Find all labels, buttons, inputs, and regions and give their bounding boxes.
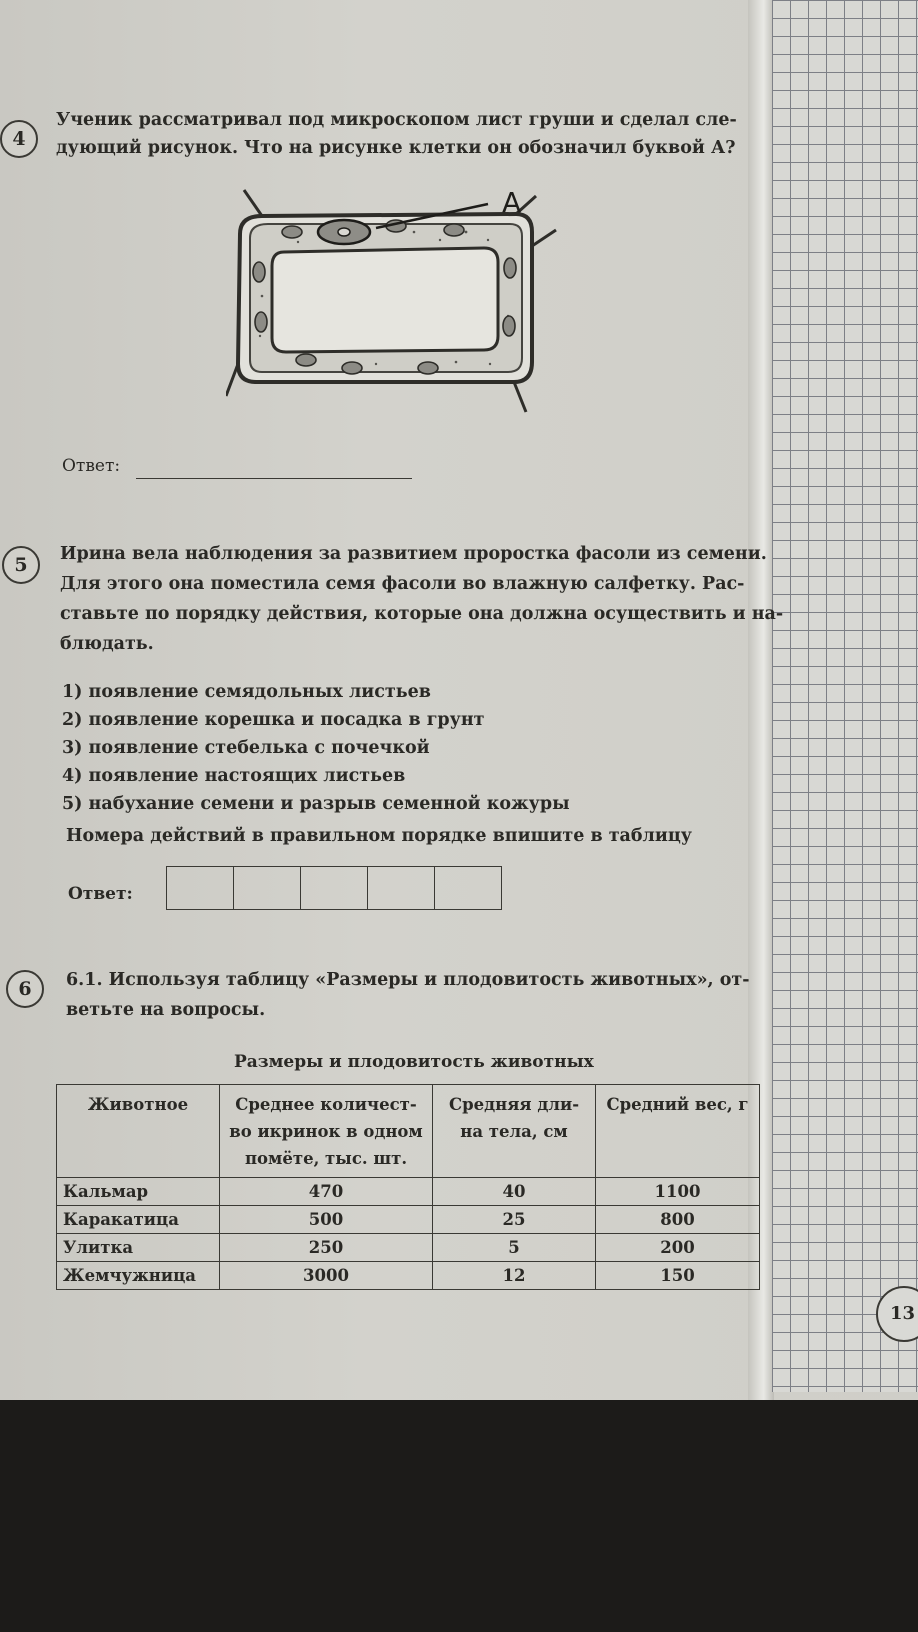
col-header-animal: Животное — [57, 1085, 220, 1178]
cell-eggs: 250 — [220, 1234, 433, 1262]
task-5-answer-grid — [166, 866, 502, 910]
cell-eggs: 470 — [220, 1178, 433, 1206]
task-5-option-2: 2) появление корешка и посадка в грунт — [62, 710, 485, 730]
table-row — [57, 1262, 760, 1290]
table-row — [57, 1206, 760, 1234]
task-5-text-line3: ставьте по порядку действия, которые она должна осуществить и на- — [60, 604, 784, 624]
task-5-answer-label: Ответ: — [68, 884, 133, 904]
task-4-text-line2: дующий рисунок. Что на рисунке клетки он обозначил буквой А? — [56, 138, 736, 158]
task-5-number: 5 — [2, 546, 40, 584]
task-6-text-line2: ветьте на вопросы. — [66, 1000, 266, 1020]
cell-length: 25 — [433, 1206, 596, 1234]
task-5-option-3: 3) появление стебелька с почечкой — [62, 738, 430, 758]
table-header-row — [57, 1085, 760, 1178]
task-4-text-line1: Ученик рассматривал под микроскопом лист груши и сделал сле- — [56, 110, 737, 130]
answer-cell[interactable] — [234, 867, 301, 909]
col-header-length: Средняя дли-на тела, см — [433, 1085, 596, 1178]
cell-length: 12 — [433, 1262, 596, 1290]
nucleolus — [338, 228, 350, 236]
animals-table — [56, 1084, 760, 1290]
task-5-option-1: 1) появление семядольных листьев — [62, 682, 431, 702]
answer-cell[interactable] — [435, 867, 501, 909]
task-5-text-line1: Ирина вела наблюдения за развитием проростка фасоли из семени. — [60, 544, 767, 564]
task-4-answer-label: Ответ: — [62, 456, 121, 476]
figure-label-a: А — [502, 186, 522, 219]
cell-weight: 200 — [596, 1234, 760, 1262]
task-5-text-line4: блюдать. — [60, 634, 154, 654]
task-6-number: 6 — [6, 970, 44, 1008]
answer-cell[interactable] — [301, 867, 368, 909]
cell-animal: Жемчужница — [57, 1262, 220, 1290]
cell-length: 5 — [433, 1234, 596, 1262]
cell-animal: Каракатица — [57, 1206, 220, 1234]
plant-cell-figure — [226, 186, 586, 426]
graph-paper — [772, 0, 918, 1392]
cell-animal: Улитка — [57, 1234, 220, 1262]
task-4-answer-line[interactable] — [136, 478, 412, 479]
cell-weight: 1100 — [596, 1178, 760, 1206]
task-5-option-5: 5) набухание семени и разрыв семенной кожуры — [62, 794, 570, 814]
cell-length: 40 — [433, 1178, 596, 1206]
cell-weight: 150 — [596, 1262, 760, 1290]
vacuole — [272, 248, 498, 352]
table-row — [57, 1178, 760, 1206]
col-header-eggs: Среднее количест-во икринок в одном помёте, тыс. шт. — [220, 1085, 433, 1178]
answer-cell[interactable] — [167, 867, 234, 909]
task-6-text-line1: 6.1. Используя таблицу «Размеры и плодовитость животных», от- — [66, 970, 750, 990]
task-5-instruction: Номера действий в правильном порядке впишите в таблицу — [66, 826, 693, 846]
cell-weight: 800 — [596, 1206, 760, 1234]
col-header-weight: Средний вес, г — [596, 1085, 760, 1178]
page-number: 13 — [876, 1286, 918, 1342]
cell-eggs: 500 — [220, 1206, 433, 1234]
task-5-text-line2: Для этого она поместила семя фасоли во влажную салфетку. Рас- — [60, 574, 745, 594]
cell-eggs: 3000 — [220, 1262, 433, 1290]
table-title: Размеры и плодовитость животных — [234, 1052, 594, 1072]
cell-animal: Кальмар — [57, 1178, 220, 1206]
answer-cell[interactable] — [368, 867, 435, 909]
task-4-number: 4 — [0, 120, 38, 158]
table-row — [57, 1234, 760, 1262]
task-5-option-4: 4) появление настоящих листьев — [62, 766, 406, 786]
